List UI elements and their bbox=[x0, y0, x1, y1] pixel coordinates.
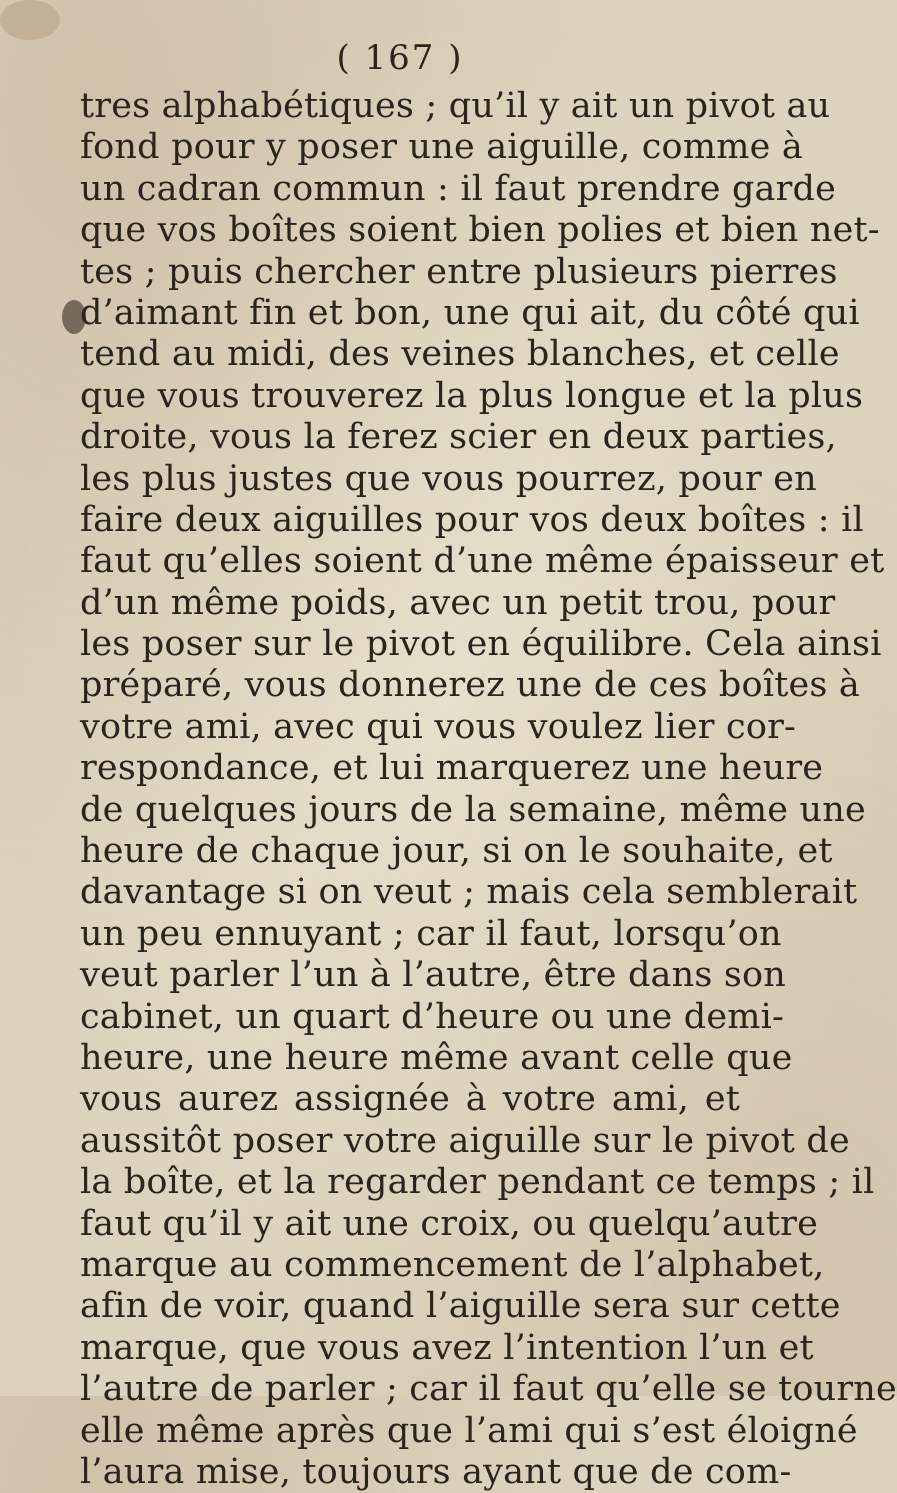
text-line: votre ami, avec qui vous voulez lier cor- bbox=[80, 706, 797, 747]
paper-stain bbox=[0, 0, 60, 40]
text-line: faut qu’il y ait une croix, ou quelqu’autre bbox=[80, 1203, 818, 1244]
text-line: un peu ennuyant ; car il faut, lorsqu’on bbox=[80, 913, 782, 954]
text-line: l’aura mise, toujours ayant que de com- bbox=[80, 1451, 792, 1492]
page-number: ( 167 ) bbox=[336, 38, 464, 78]
text-line: marque au commencement de l’alphabet, bbox=[80, 1244, 825, 1285]
text-line: l’autre de parler ; car il faut qu’elle se tourne bbox=[80, 1369, 897, 1410]
text-line: préparé, vous donnerez une de ces boîtes à bbox=[80, 665, 860, 706]
text-line: respondance, et lui marquerez une heure bbox=[80, 748, 824, 789]
text-line: cabinet, un quart d’heure ou une demi- bbox=[80, 996, 785, 1037]
text-line: heure, une heure même avant celle que bbox=[80, 1037, 793, 1078]
text-line: davantage si on veut ; mais cela semblerait bbox=[80, 872, 858, 913]
text-line: fond pour y poser une aiguille, comme à bbox=[80, 127, 803, 168]
text-line: la boîte, et la regarder pendant ce temps ; il bbox=[80, 1162, 875, 1203]
text-line: aussitôt poser votre aiguille sur le pivot de bbox=[80, 1120, 850, 1161]
text-line: tes ; puis chercher entre plusieurs pierres bbox=[80, 251, 838, 292]
body-text bbox=[80, 86, 897, 1493]
text-line: elle même après que l’ami qui s’est éloigné bbox=[80, 1410, 858, 1451]
text-line: droite, vous la ferez scier en deux parties, bbox=[80, 417, 837, 458]
text-line: d’un même poids, avec un petit trou, pour bbox=[80, 582, 836, 623]
text-line: les poser sur le pivot en équilibre. Cela ainsi bbox=[80, 624, 882, 665]
text-line: faut qu’elles soient d’une même épaisseur et bbox=[80, 541, 885, 582]
text-line: veut parler l’un à l’autre, être dans son bbox=[80, 955, 787, 996]
text-line: afin de voir, quand l’aiguille sera sur cette bbox=[80, 1286, 841, 1327]
text-line: d’aimant fin et bon, une qui ait, du côté qui bbox=[80, 292, 860, 333]
text-line: heure de chaque jour, si on le souhaite, et bbox=[80, 831, 833, 872]
text-line: tres alphabétiques ; qu’il y ait un pivot au bbox=[80, 86, 831, 126]
text-line: de quelques jours de la semaine, même une bbox=[80, 789, 866, 830]
text-line: faire deux aiguilles pour vos deux boîtes : il bbox=[80, 499, 864, 540]
text-line: les plus justes que vous pourrez, pour en bbox=[80, 458, 817, 499]
text-line: un cadran commun : il faut prendre garde bbox=[80, 168, 837, 209]
text-line: vous aurez assignée à votre ami, et bbox=[80, 1079, 740, 1120]
text-line: tend au midi, des veines blanches, et celle bbox=[80, 334, 840, 375]
text-line: marque, que vous avez l’intention l’un et bbox=[80, 1327, 814, 1368]
text-line: que vos boîtes soient bien polies et bien net- bbox=[80, 210, 880, 251]
text-line: que vous trouverez la plus longue et la plus bbox=[80, 375, 864, 416]
